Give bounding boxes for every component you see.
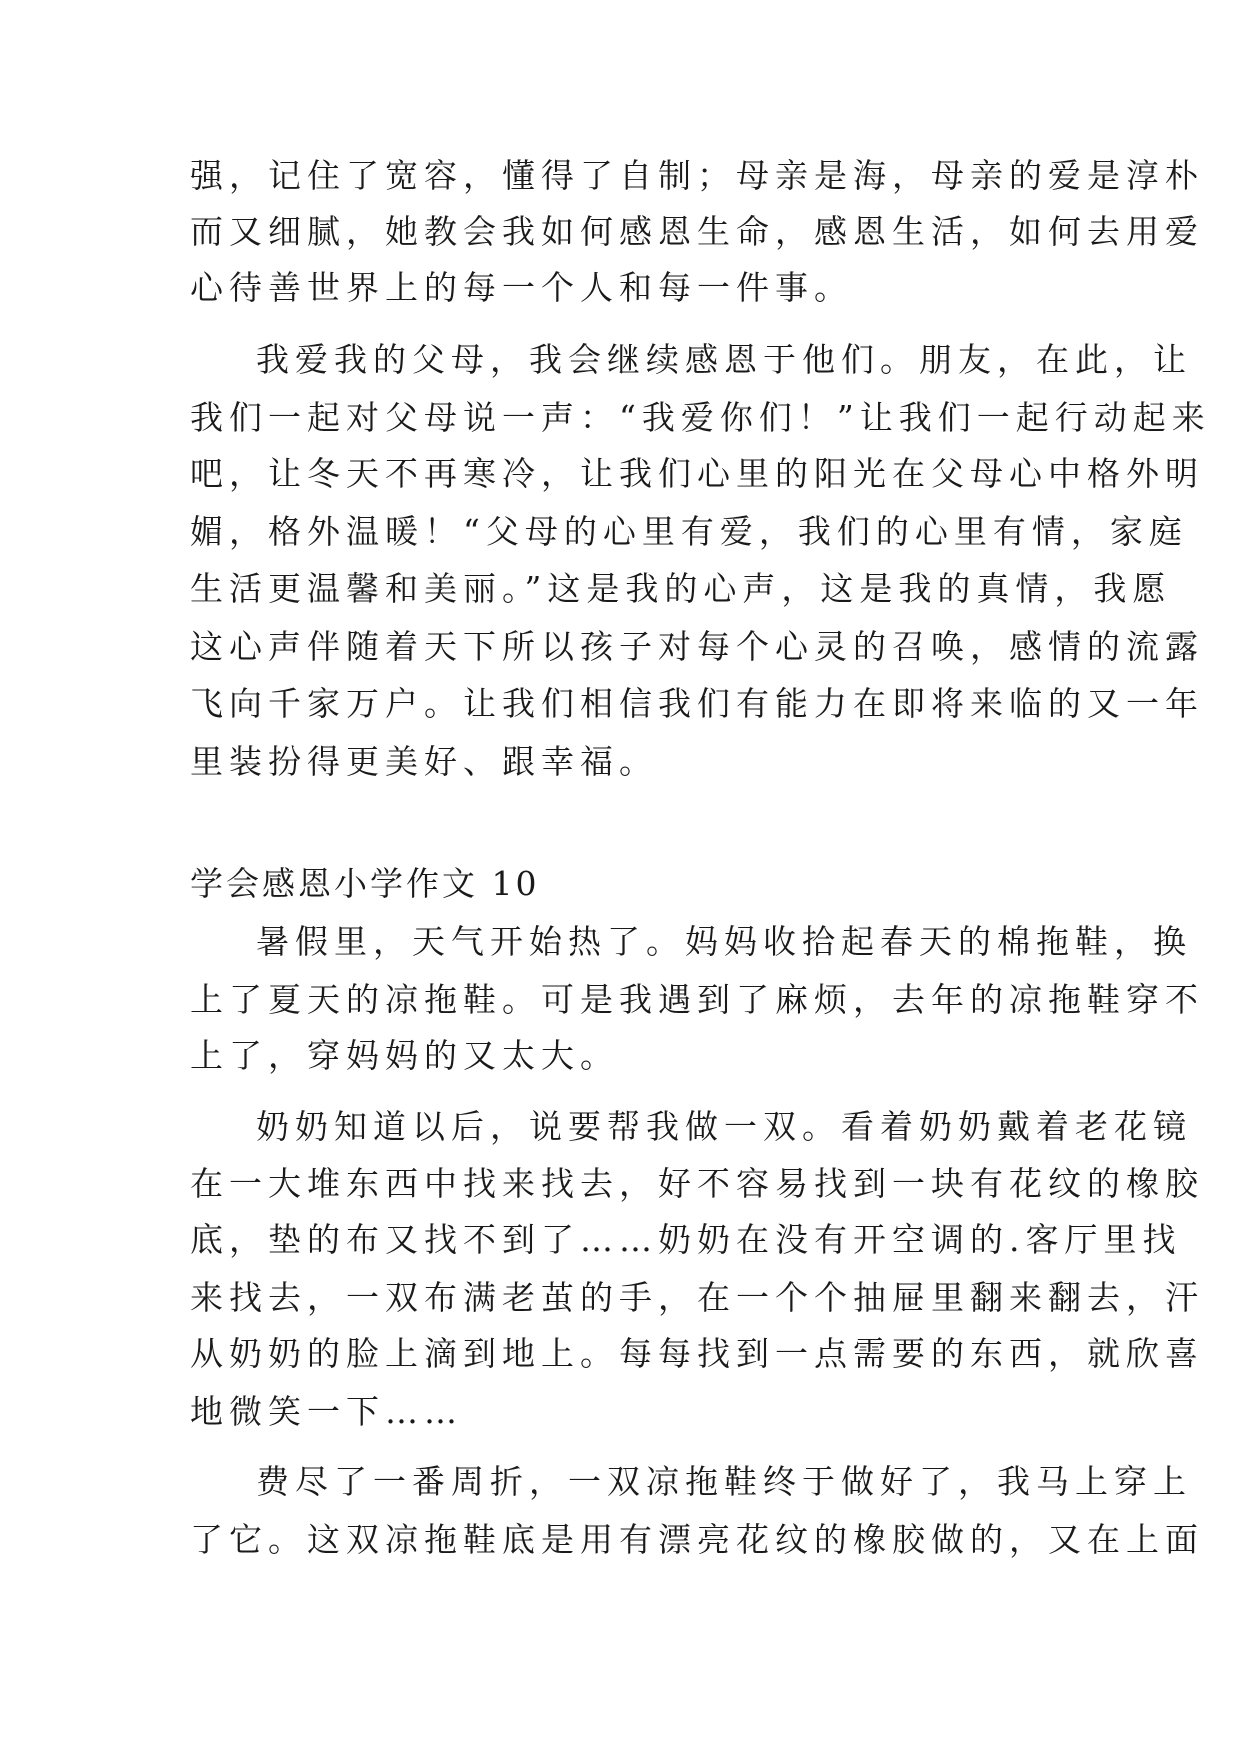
text-line: 这心声伴随着天下所以孩子对每个心灵的召唤，感情的流露 — [190, 627, 1204, 666]
paragraph-start-line: 费尽了一番周折，一双凉拖鞋终于做好了，我马上穿上 — [256, 1462, 1192, 1501]
paragraph-start-line: 暑假里，天气开始热了。妈妈收拾起春天的棉拖鞋，换 — [256, 922, 1192, 961]
text-line: 上了夏天的凉拖鞋。可是我遇到了麻烦，去年的凉拖鞋穿不 — [190, 980, 1204, 1019]
text-line: 我们一起对父母说一声：“我爱你们！”让我们一起行动起来 — [190, 398, 1211, 437]
text-line: 上了，穿妈妈的又太大。 — [190, 1036, 619, 1075]
text-line: 心待善世界上的每一个人和每一件事。 — [190, 268, 853, 307]
text-line: 了它。这双凉拖鞋底是用有漂亮花纹的橡胶做的，又在上面 — [190, 1520, 1204, 1559]
text-line: 强，记住了宽容，懂得了自制；母亲是海，母亲的爱是淳朴 — [190, 156, 1204, 195]
text-line: 在一大堆东西中找来找去，好不容易找到一块有花纹的橡胶 — [190, 1164, 1204, 1203]
text-line: 而又细腻，她教会我如何感恩生命，感恩生活，如何去用爱 — [190, 212, 1204, 251]
paragraph-start-line: 我爱我的父母，我会继续感恩于他们。朋友，在此，让 — [256, 340, 1192, 379]
text-line: 从奶奶的脸上滴到地上。每每找到一点需要的东西，就欣喜 — [190, 1334, 1204, 1373]
text-line: 生活更温馨和美丽。”这是我的心声，这是我的真情，我愿 — [190, 569, 1172, 608]
paragraph-start-line: 奶奶知道以后，说要帮我做一双。看着奶奶戴着老花镜 — [256, 1107, 1192, 1146]
text-line: 飞向千家万户。让我们相信我们有能力在即将来临的又一年 — [190, 684, 1204, 723]
text-line: 地微笑一下…… — [190, 1392, 463, 1431]
text-line: 里装扮得更美好、跟幸福。 — [190, 742, 658, 781]
text-line: 来找去，一双布满老茧的手，在一个个抽屉里翻来翻去，汗 — [190, 1278, 1204, 1317]
text-line: 底，垫的布又找不到了……奶奶在没有开空调的.客厅里找 — [190, 1220, 1182, 1259]
text-line: 吧，让冬天不再寒冷，让我们心里的阳光在父母心中格外明 — [190, 454, 1204, 493]
section-heading: 学会感恩小学作文 10 — [190, 864, 540, 903]
text-line: 媚，格外温暖！“父母的心里有爱，我们的心里有情，家庭 — [190, 512, 1188, 551]
